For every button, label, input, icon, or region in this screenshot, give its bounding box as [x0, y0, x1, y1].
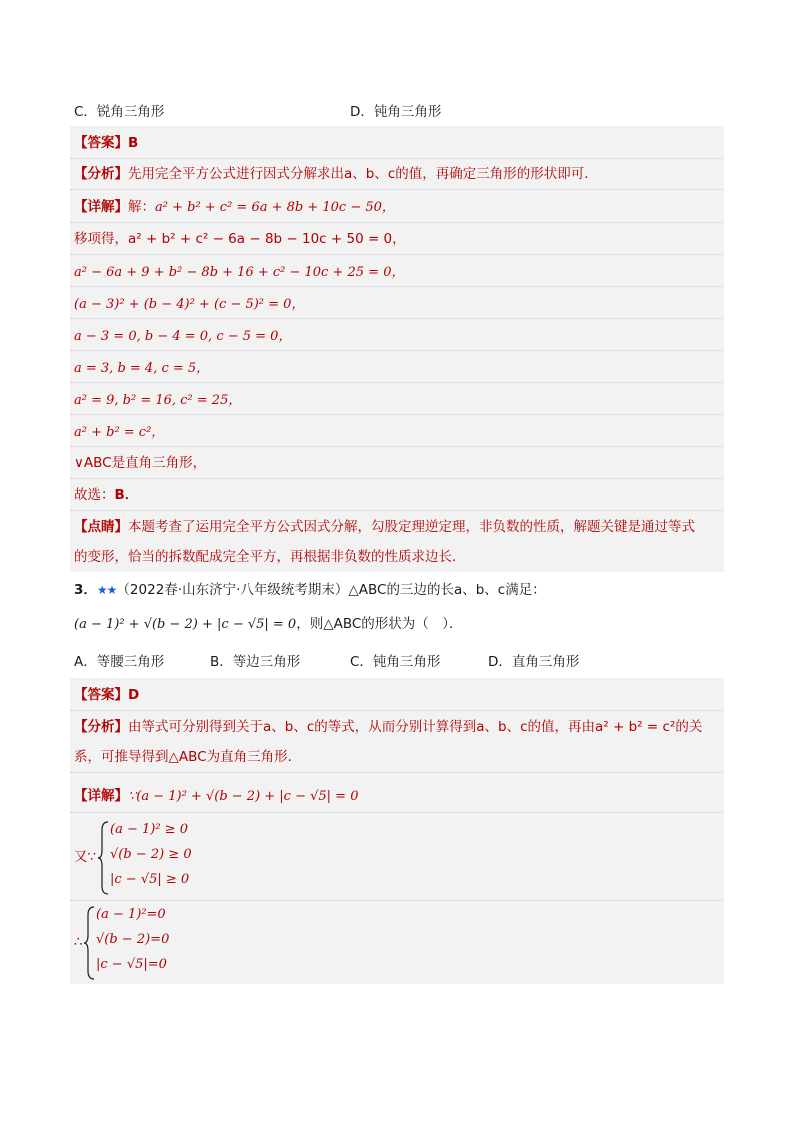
question-equation: (a − 1)² + √(b − 2) + |c − √5| = 0	[74, 617, 297, 632]
step-equation: a − 3 = 0, b − 4 = 0, c − 5 = 0，	[74, 329, 292, 344]
q2-step-row	[70, 256, 724, 287]
q3-option-a: A．等腰三角形	[74, 654, 165, 670]
answer-tag: 【答案】	[74, 687, 128, 703]
q3-option-d: D．直角三角形	[488, 654, 580, 670]
q2-step-row	[70, 288, 724, 319]
step-equation: ∨ABC是直角三角形，	[74, 455, 207, 471]
step-equation: a² + b² = c²，	[74, 425, 165, 440]
equation-line: |c − √5|=0	[96, 957, 167, 972]
again-prefix: 又∵	[74, 849, 97, 865]
choose-text: 故选：	[74, 487, 115, 503]
answer-tag: 【答案】	[74, 135, 128, 151]
detail-equation: ∵(a − 1)² + √(b − 2) + |c − √5| = 0	[128, 789, 359, 804]
analysis-text: 由等式可分别得到关于a、b、c的等式，从而分别计算得到a、b、c的值，再由a² + b² = c²的关	[128, 719, 703, 735]
inequality-line: |c − √5| ≥ 0	[110, 872, 190, 887]
q2-answer-row	[70, 128, 724, 159]
comment-tag: 【点睛】	[74, 519, 128, 535]
detail-prefix: 解：	[128, 199, 155, 215]
left-brace-icon	[84, 905, 96, 981]
q2-step-row	[70, 352, 724, 383]
q2-option-d: D．钝角三角形	[350, 104, 442, 120]
difficulty-stars-icon: ★★	[96, 583, 117, 597]
q2-comment-row	[70, 512, 724, 542]
answer-value: B	[128, 135, 139, 151]
question-source: （2022春·山东济宁·八年级统考期末）	[116, 582, 349, 598]
step-equation: a² − 6a + 9 + b² − 8b + 16 + c² − 10c + 25 = 0，	[74, 265, 405, 280]
q2-step-row	[70, 448, 724, 479]
step-equation: a = 3, b = 4, c = 5，	[74, 361, 210, 376]
step-equation: a² + b² + c² = 6a + 8b + 10c − 50，	[155, 200, 395, 215]
question-stem: △ABC的三边的长a、b、c满足：	[348, 582, 546, 598]
q2-comment-row-2	[70, 542, 724, 572]
q2-option-c: C．锐角三角形	[74, 104, 165, 120]
comment-text: 的变形，恰当的拆数配成完全平方，再根据非负数的性质求边长．	[74, 549, 466, 565]
q2-choose-row	[70, 480, 724, 511]
q2-detail-row	[70, 192, 724, 223]
detail-tag: 【详解】	[74, 199, 128, 215]
question-number: 3．	[74, 582, 97, 598]
answer-value: D	[128, 687, 140, 703]
q3-stem-line-2	[74, 614, 463, 635]
equation-line: (a − 1)²=0	[96, 907, 166, 922]
q2-step-row	[70, 384, 724, 415]
equation-line: √(b − 2)=0	[96, 932, 170, 947]
q2-step-row	[70, 320, 724, 351]
choose-value: B．	[114, 487, 139, 503]
analysis-tag: 【分析】	[74, 719, 128, 735]
inequality-line: (a − 1)² ≥ 0	[110, 822, 188, 837]
q3-option-c: C．钝角三角形	[350, 654, 441, 670]
analysis-text: 先用完全平方公式进行因式分解求出a、b、c的值，再确定三角形的形状即可．	[128, 166, 598, 182]
detail-tag: 【详解】	[74, 788, 128, 804]
therefore-prefix: ∴	[74, 934, 83, 950]
row-divider	[70, 900, 724, 901]
left-brace-icon	[98, 820, 110, 896]
analysis-text: 系，可推导得到△ABC为直角三角形．	[74, 749, 302, 765]
step-equation: a² = 9, b² = 16, c² = 25，	[74, 393, 242, 408]
q3-stem	[74, 580, 546, 600]
q2-analysis-row	[70, 159, 724, 190]
question-stem-tail: ，则△ABC的形状为（ ）．	[296, 616, 463, 632]
q2-step-row	[70, 224, 724, 255]
q3-analysis-row	[70, 712, 724, 742]
q3-option-b: B．等边三角形	[210, 654, 301, 670]
step-equation: (a − 3)² + (b − 4)² + (c − 5)² = 0，	[74, 297, 305, 312]
q2-step-row	[70, 416, 724, 447]
q3-answer-row	[70, 680, 724, 711]
comment-text: 本题考查了运用完全平方公式因式分解，勾股定理逆定理，非负数的性质，解题关键是通过等式	[128, 519, 695, 535]
q3-analysis-row-2	[70, 742, 724, 773]
analysis-tag: 【分析】	[74, 166, 128, 182]
inequality-line: √(b − 2) ≥ 0	[110, 847, 192, 862]
q3-detail-row	[70, 778, 724, 813]
step-equation: 移项得，a² + b² + c² − 6a − 8b − 10c + 50 = 0，	[74, 231, 406, 247]
